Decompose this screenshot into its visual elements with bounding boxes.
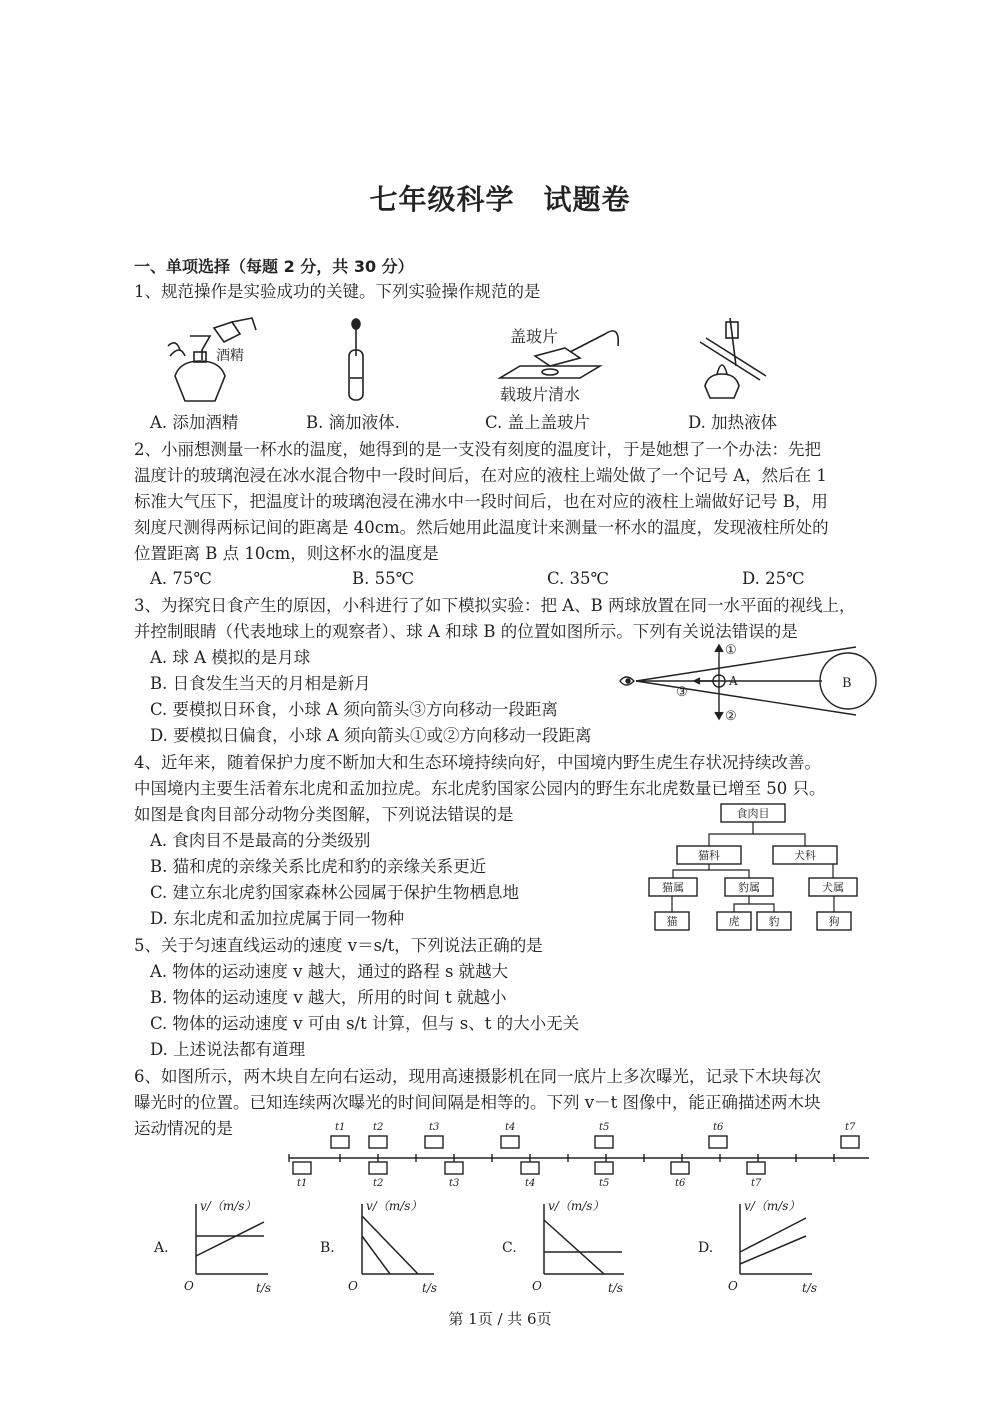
q1-option-c[interactable]: C. 盖上盖玻片 bbox=[485, 413, 591, 432]
q4-option-d[interactable]: D. 东北虎和孟加拉虎属于同一物种 bbox=[150, 909, 405, 928]
section-heading: 一、单项选择（每题 2 分，共 30 分） bbox=[134, 257, 414, 276]
tree-genus-canis: 犬属 bbox=[822, 881, 844, 894]
time-label-lower: t1 bbox=[297, 1178, 308, 1189]
time-label-upper: t7 bbox=[845, 1122, 856, 1133]
q2-line: 2、小丽想测量一杯水的温度，她得到的是一支没有刻度的温度计，于是她想了一个办法：先把 bbox=[134, 440, 821, 459]
q4-classification-tree bbox=[645, 798, 860, 936]
q6-vt-graphs bbox=[150, 1194, 850, 1298]
graph-a-ylabel: v/（m/s） bbox=[200, 1199, 257, 1213]
tree-family-dog: 犬科 bbox=[794, 849, 816, 862]
graph-d-origin: O bbox=[728, 1279, 738, 1293]
cover-slip-label: 盖玻片 bbox=[510, 327, 559, 346]
graph-option-d[interactable]: D. bbox=[698, 1240, 714, 1256]
page-footer: 第 1页 / 共 6页 bbox=[448, 1310, 552, 1328]
q3-option-c[interactable]: C. 要模拟日环食，小球 A 须向箭头③方向移动一段距离 bbox=[150, 700, 558, 719]
q6-line: 6、如图所示，两木块自左向右运动，现用高速摄影机在同一底片上多次曝光，记录下木块每次 bbox=[134, 1067, 821, 1086]
graph-option-b[interactable]: B. bbox=[320, 1240, 335, 1256]
q6-exposure-figure bbox=[285, 1118, 875, 1190]
tree-species-cat: 猫 bbox=[666, 915, 678, 928]
q5-option-d[interactable]: D. 上述说法都有道理 bbox=[150, 1040, 306, 1059]
q3-option-a[interactable]: A. 球 A 模拟的是月球 bbox=[150, 648, 311, 667]
q2-option-a[interactable]: A. 75℃ bbox=[150, 569, 212, 588]
tree-species-leopard: 豹 bbox=[768, 915, 780, 928]
tree-species-dog: 狗 bbox=[828, 915, 840, 928]
graph-d-xlabel: t/s bbox=[802, 1281, 818, 1295]
alcohol-label: 酒精 bbox=[216, 348, 244, 364]
graph-option-a[interactable]: A. bbox=[154, 1240, 169, 1256]
q4-option-b[interactable]: B. 猫和虎的亲缘关系比虎和豹的亲缘关系更近 bbox=[150, 857, 487, 876]
q1-option-a[interactable]: A. 添加酒精 bbox=[150, 413, 239, 432]
slide-label: 载玻片清水 bbox=[500, 385, 581, 404]
tree-genus-panthera: 豹属 bbox=[738, 881, 760, 894]
q3-line: 并控制眼睛（代表地球上的观察者）、球 A 和球 B 的位置如图所示。下列有关说法错误的是 bbox=[134, 622, 798, 641]
q2-option-b[interactable]: B. 55℃ bbox=[352, 569, 415, 588]
q6-line: 曝光时的位置。已知连续两次曝光的时间间隔是相等的。下列 v－t 图像中，能正确描述两木块 bbox=[134, 1093, 821, 1112]
q4-line: 如图是食肉目部分动物分类图解，下列说法错误的是 bbox=[134, 805, 514, 824]
q4-option-c[interactable]: C. 建立东北虎豹国家森林公园属于保护生物栖息地 bbox=[150, 883, 520, 902]
ball-a-label: A bbox=[729, 674, 738, 688]
time-label-lower: t2 bbox=[373, 1178, 384, 1189]
test-tube-figure bbox=[349, 319, 363, 400]
graph-b-xlabel: t/s bbox=[422, 1281, 438, 1295]
q2-option-c[interactable]: C. 35℃ bbox=[547, 569, 609, 588]
time-label-lower: t4 bbox=[525, 1178, 536, 1189]
arrow-1-label: ① bbox=[725, 643, 737, 658]
time-label-upper: t1 bbox=[335, 1122, 346, 1133]
q4-line: 中国境内主要生活着东北虎和孟加拉虎。东北虎豹国家公园内的野生东北虎数量已增至 50 只。 bbox=[134, 779, 826, 798]
heating-figure bbox=[700, 318, 766, 398]
tree-species-tiger: 虎 bbox=[728, 915, 740, 928]
graph-option-c[interactable]: C. bbox=[502, 1240, 517, 1256]
graph-a-origin: O bbox=[184, 1279, 194, 1293]
q3-option-d[interactable]: D. 要模拟日偏食，小球 A 须向箭头①或②方向移动一段距离 bbox=[150, 726, 592, 745]
tree-family-cat: 猫科 bbox=[698, 849, 720, 862]
q3-option-b[interactable]: B. 日食发生当天的月相是新月 bbox=[150, 674, 371, 693]
q1-figures bbox=[140, 316, 900, 408]
graph-c-xlabel: t/s bbox=[608, 1281, 624, 1295]
q1-stem: 1、规范操作是实验成功的关键。下列实验操作规范的是 bbox=[134, 282, 541, 301]
q2-option-d[interactable]: D. 25℃ bbox=[742, 569, 805, 588]
graph-d-ylabel: v/（m/s） bbox=[744, 1199, 801, 1213]
q2-line: 温度计的玻璃泡浸在冰水混合物中一段时间后，在对应的液柱上端处做了一个记号 A，然后在 1 bbox=[134, 466, 827, 485]
time-label-lower: t7 bbox=[751, 1178, 762, 1189]
q4-option-a[interactable]: A. 食肉目不是最高的分类级别 bbox=[150, 831, 371, 850]
q6-line: 运动情况的是 bbox=[134, 1119, 233, 1138]
time-label-upper: t5 bbox=[599, 1122, 610, 1133]
time-label-lower: t6 bbox=[675, 1178, 686, 1189]
arrow-2-label: ② bbox=[725, 709, 737, 724]
graph-a-xlabel: t/s bbox=[256, 1281, 272, 1295]
q2-line: 标准大气压下，把温度计的玻璃泡浸在沸水中一段时间后，也在对应的液柱上端做好记号 B，用 bbox=[134, 492, 828, 511]
q4-line: 4、近年来，随着保护力度不断加大和生态环境持续向好，中国境内野生虎生存状况持续改善。 bbox=[134, 753, 821, 772]
time-label-upper: t4 bbox=[505, 1122, 516, 1133]
time-label-upper: t3 bbox=[429, 1122, 440, 1133]
q1-option-b[interactable]: B. 滴加液体. bbox=[306, 413, 400, 432]
q5-option-c[interactable]: C. 物体的运动速度 v 可由 s/t 计算，但与 s、t 的大小无关 bbox=[150, 1014, 580, 1033]
q2-line: 刻度尺测得两标记间的距离是 40cm。然后她用此温度计来测量一杯水的温度，发现液柱所处的 bbox=[134, 518, 829, 537]
q5-option-b[interactable]: B. 物体的运动速度 v 越大，所用的时间 t 就越小 bbox=[150, 988, 507, 1007]
time-label-lower: t3 bbox=[449, 1178, 460, 1189]
time-label-lower: t5 bbox=[599, 1178, 610, 1189]
q1-option-d[interactable]: D. 加热液体 bbox=[688, 413, 778, 432]
ball-b-label: B bbox=[842, 676, 852, 691]
q3-line: 3、为探究日食产生的原因，小科进行了如下模拟实验：把 A、B 两球放置在同一水平面的视线上， bbox=[134, 596, 856, 615]
time-label-upper: t6 bbox=[713, 1122, 724, 1133]
q5-stem: 5、关于匀速直线运动的速度 v＝s/t，下列说法正确的是 bbox=[134, 936, 543, 955]
q3-eclipse-figure bbox=[612, 640, 882, 724]
tree-genus-cat: 猫属 bbox=[662, 881, 684, 894]
q2-line: 位置距离 B 点 10cm，则这杯水的温度是 bbox=[134, 544, 439, 563]
graph-b-ylabel: v/（m/s） bbox=[366, 1199, 423, 1213]
q5-option-a[interactable]: A. 物体的运动速度 v 越大，通过的路程 s 就越大 bbox=[150, 962, 509, 981]
time-label-upper: t2 bbox=[373, 1122, 384, 1133]
graph-c-origin: O bbox=[532, 1279, 542, 1293]
tree-order: 食肉目 bbox=[736, 807, 770, 820]
graph-b-origin: O bbox=[348, 1279, 358, 1293]
graph-c-ylabel: v/（m/s） bbox=[548, 1199, 605, 1213]
arrow-3-label: ③ bbox=[676, 685, 688, 700]
page-title: 七年级科学 试题卷 bbox=[369, 183, 631, 216]
